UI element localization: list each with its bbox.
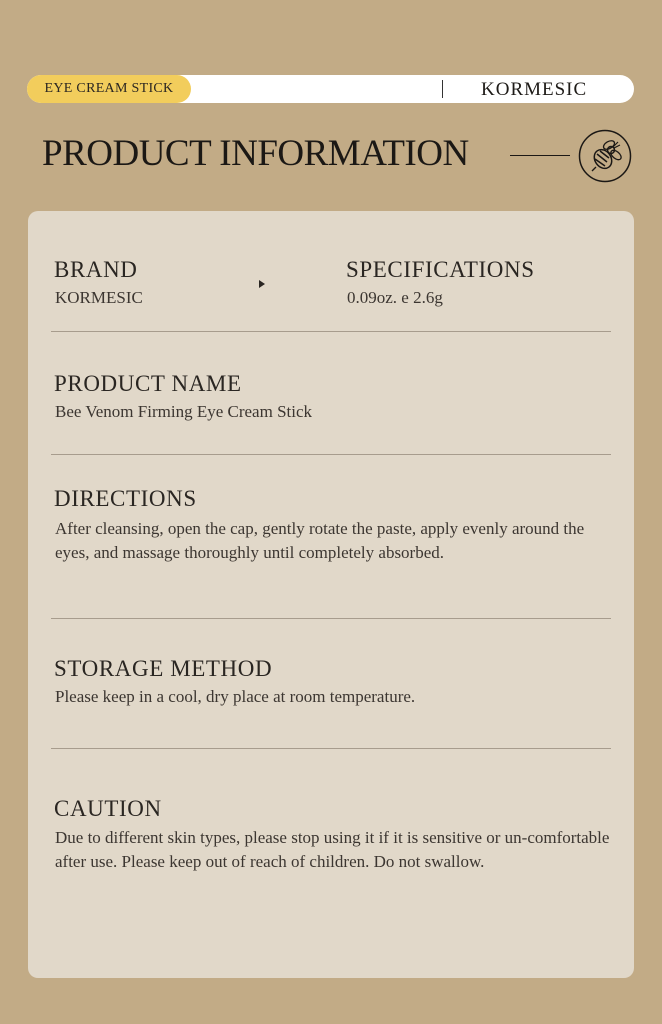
directions-label: DIRECTIONS (54, 486, 197, 511)
header-divider (442, 80, 443, 98)
brand-value: KORMESIC (55, 288, 143, 307)
specifications-label: SPECIFICATIONS (346, 257, 535, 282)
section-divider (51, 748, 611, 749)
caution-value: Due to different skin types, please stop using it if it is sensitive or un-comfortable after use. Please keep out of reach of children. Do not swallow. (55, 828, 610, 871)
directions-value: After cleansing, open the cap, gently rotate the paste, apply evenly around the eyes, and massage thoroughly until completely absorbed. (55, 519, 585, 562)
title-rule (510, 155, 570, 156)
product-name-value: Bee Venom Firming Eye Cream Stick (55, 402, 313, 421)
product-tag: EYE CREAM STICK (27, 75, 191, 103)
section-divider (51, 618, 611, 619)
brand-logo: KORMESIC (481, 79, 588, 100)
storage-label: STORAGE METHOD (54, 656, 273, 681)
caution-label: CAUTION (54, 796, 162, 821)
arrow-icon (259, 280, 265, 288)
page-title: PRODUCT INFORMATION (42, 133, 469, 174)
specifications-value: 0.09oz. e 2.6g (347, 288, 443, 307)
section-divider (51, 454, 611, 455)
brand-label: BRAND (54, 257, 138, 282)
product-name-label: PRODUCT NAME (54, 371, 242, 396)
header-bar (27, 75, 634, 103)
info-card (28, 211, 634, 978)
section-divider (51, 331, 611, 332)
bee-icon (578, 129, 632, 183)
storage-value: Please keep in a cool, dry place at room temperature. (55, 687, 416, 706)
